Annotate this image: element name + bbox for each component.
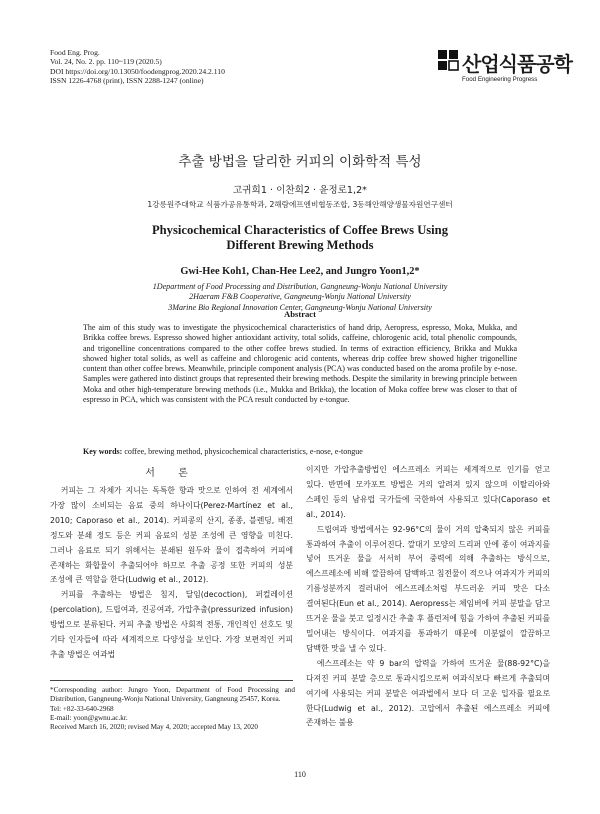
page-number: 110 <box>294 770 306 779</box>
body-paragraph: 이지만 가압추출방법인 에스프레소 커피는 세계적으로 인기를 얻고 있다. 반면에 모카포트 방법은 거의 알려져 있지 않으며 이탈리아와 스페인 등의 남유럽 국가들에 국한하여 사용되고 있다(Caporaso et al., 2014). <box>306 465 550 519</box>
affiliation-3: 3Marine Bio Regional Innovation Center, Gangneung-Wonju National University <box>168 302 432 312</box>
journal-name: Food Eng. Prog. <box>50 48 100 57</box>
abstract-text: The aim of this study was to investigate the physicochemical characteristics of hand drip, Aeropress, espresso, Moka, Mukka, and Brikka coffee brews. Espresso showed higher antioxidant activity, total solids, caffeine, chlorogenic acid, total phenolic compounds, and trigonelline concentrations compared to the other coffee brews studied. In terms of extraction efficiency, Brikka and Mukka showed higher total solids, as well as caffeine and chlorogenic acid contents, whereas drip coffee brew showed higher trigonelline content than other coffee brews. Meanwhile, principle component analysis (PCA) was conducted based on the aroma profile by e-nose. Samples were gathered into distinct groups that represented their brewing methods. Despite the similarity in brewing principle between Moka and other high-temperature brewing methods (i.e., Mukka and Brikka), the location of Moka coffee brew was closer to that of espresso in PCA, which was consistent with the PCA result conducted by e-tongue. <box>83 323 517 405</box>
body-paragraph: 커피는 그 자체가 지니는 독특한 향과 맛으로 인하여 전 세계에서 가장 많이 소비되는 음료 중의 하나이다(Perez-Martínez et al., 2010; Caporaso et al., 2014). 커피콩의 산지, 종종, 블렌딩, 배전 정도와 분쇄 정도 등은 커피 음료의 성분 조성에 큰 영향을 미친다. 그러나 음료로 되기 위해서는 분쇄된 원두와 물이 접촉하여 커피에 존재하는 화합물이 추출되어야 하므로 추출 공정 또한 커피의 성분 조성에 큰 역할을 한다(Ludwig et al., 2012). <box>50 486 293 585</box>
abstract-heading: Abstract <box>284 309 316 319</box>
logo-mark-icon <box>438 50 460 74</box>
affiliation-2: 2Haeram F&B Cooperative, Gangneung-Wonju National University <box>189 292 411 302</box>
footnote-dates: Received March 16, 2020; revised May 4, 2020; accepted May 13, 2020 <box>50 723 258 732</box>
body-paragraph: 커피를 추출하는 방법은 침지, 달임(decoction), 퍼컬레이션(percolation), 드립여과, 진공여과, 가압추출(pressurized infusion) 방법으로 분류된다. 커피 추출 방법은 사회적 전통, 개인적인 선호도 및 기타 인자들에 따라 세계적으로 다양성을 보인다. 가장 보편적인 커피 추출 방법은 여과법 <box>50 590 293 659</box>
footnote-corresponding: *Corresponding author: Jungro Yoon, Department of Food Processing and Distribution, Gangneung-Wonju National University, Gangneung 25457, Korea. <box>50 686 295 704</box>
affiliations-korean: 1강릉원주대학교 식품가공유통학과, 2해람에프엔비협동조합, 3동해안해양생물자원연구센터 <box>147 200 453 209</box>
keywords <box>83 447 517 456</box>
footnote-divider <box>50 680 293 681</box>
body-paragraph: 드립여과 방법에서는 92-96°C의 물이 거의 압축되지 않은 커피를 통과하여 추출이 이루어진다. 깔대기 모양의 드리퍼 안에 종이 여과지를 넣어 뜨거운 물을 서서히 부어 중력에 의해 추출하는 방식으로, 에스프레소에 비해 깔끔하여 담백하고 침전물이 적으나 여과지가 커피의 기름성분까지 걸러내어 에스프레소처럼 부드러운 커피 맛은 다소 결여된다(Eun et al., 2014). Aeropress는 체임버에 커피 분말을 담고 뜨거운 물을 붓고 일정시간 추출 후 플런저에 힘을 가하여 추출된 커피를 밀어내는 방식이다. 여과지를 통과하기 때문에 미분없이 깔끔하고 담백한 맛을 낼 수 있다. <box>306 524 550 653</box>
footnote-tel: Tel: +82-33-640-2968 <box>50 704 114 713</box>
authors-korean: 고귀희1 · 이찬희2 · 윤정로1,2* <box>233 185 367 196</box>
keywords-list: coffee, brewing method, physicochemical characteristics, e-nose, e-tongue <box>122 447 363 456</box>
journal-logo <box>438 50 572 86</box>
body-paragraph: 에스프레소는 약 9 bar의 압력을 가하여 뜨거운 물(88-92°C)을 다져진 커피 분말 층으로 통과시킴으로써 여과식보다 빠르게 추출되며 여기에 사용되는 커피 분말은 여과법에서 보다 더 고운 입자를 필요로 한다(Ludwig et al., 2012). 고압에서 추출된 에스프레소 커피에 존재하는 불용 <box>306 658 550 728</box>
title-english-text: Physicochemical Characteristics of Coffee Brews Using Different Brewing Methods <box>151 223 448 252</box>
keywords-label: Key words: <box>83 447 123 456</box>
journal-doi: DOI https://doi.org/10.13050/foodengprog.2020.24.2.110 <box>50 66 225 76</box>
journal-info <box>50 48 225 86</box>
body-column-left <box>50 484 293 663</box>
logo-subtitle: Food Engineering Progress <box>462 76 538 83</box>
authors-english: Gwi-Hee Koh1, Chan-Hee Lee2, and Jungro Yoon1,2* <box>180 266 420 277</box>
footnote <box>50 686 295 732</box>
footnote-email: E-mail: yoon@gwnu.ac.kr. <box>50 713 128 722</box>
section-heading-introduction: 서 론 <box>145 468 198 479</box>
body-column-right <box>306 463 550 731</box>
title-korean: 추출 방법을 달리한 커피의 이화학적 특성 <box>178 154 422 170</box>
logo-title: 산업식품공학 <box>462 52 572 76</box>
affiliation-1: 1Department of Food Processing and Distribution, Gangneung-Wonju National University <box>152 282 448 291</box>
journal-issn: ISSN 1226-4768 (print), ISSN 2288-1247 (online) <box>50 76 204 86</box>
title-english <box>0 223 600 253</box>
journal-volume: Vol. 24, No. 2. pp. 110~119 (2020.5) <box>50 57 162 67</box>
